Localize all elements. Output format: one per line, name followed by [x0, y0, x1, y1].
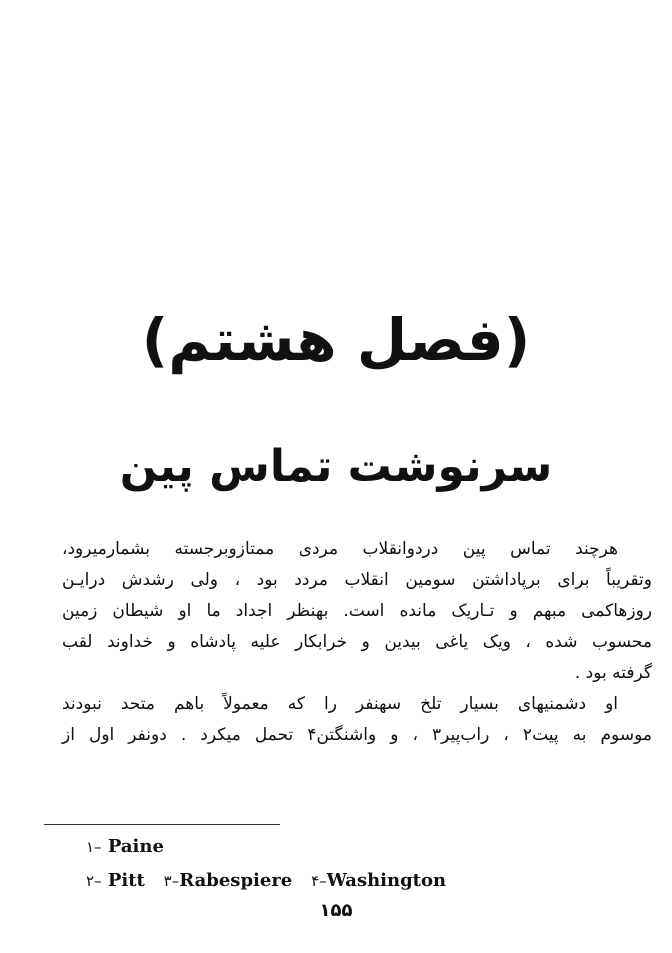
footnotes — [86, 830, 526, 898]
footnote-text: Paine — [107, 836, 164, 857]
footnote-marker: ۴– — [311, 872, 327, 890]
chapter-heading: (فصل هشتم) — [141, 306, 531, 374]
footnote-text: Rabespiere — [179, 870, 293, 891]
text-line: وتقریباً برای برپاداشتن سومین انقلاب مردد بود ، ولی رشدش درایـن — [62, 570, 652, 590]
footnote-marker: ۲– — [86, 872, 102, 890]
body-text — [62, 534, 652, 751]
footnote-text: Pitt — [107, 870, 145, 891]
footnote-line — [86, 864, 526, 898]
text-line: هرچند تماس پین دردوانقلاب مردی ممتازوبرجسته بشمارمیرود، — [62, 539, 618, 559]
text-line: گرفته بود . — [574, 663, 652, 683]
footnote-divider — [44, 824, 280, 825]
footnote-marker: ۱– — [86, 838, 102, 856]
footnote-line — [86, 830, 526, 864]
page-number: ۱۵۵ — [319, 900, 353, 921]
chapter-title: سرنوشت تماس پین — [119, 441, 553, 492]
footnote-text: Washington — [326, 870, 447, 891]
text-line: او دشمنیهای بسیار تلخ سهنفر را که معمولاً باهم متحد نبودند — [62, 694, 618, 714]
text-line: روزهاکمی مبهم و تـاریک مانده است. بهنظر اجداد ما او شیطان زمین — [62, 601, 652, 621]
footnote-marker: ۳– — [163, 872, 180, 890]
text-line: موسوم به پیت۲ ، راب‌پیر۳ ، و واشنگتن۴ تحمل میکرد . دونفر اول از — [62, 725, 652, 745]
text-line: محسوب شده ، ویک یاغی بیدین و خرابکار علیه پادشاه و خداوند لقب — [62, 632, 652, 652]
